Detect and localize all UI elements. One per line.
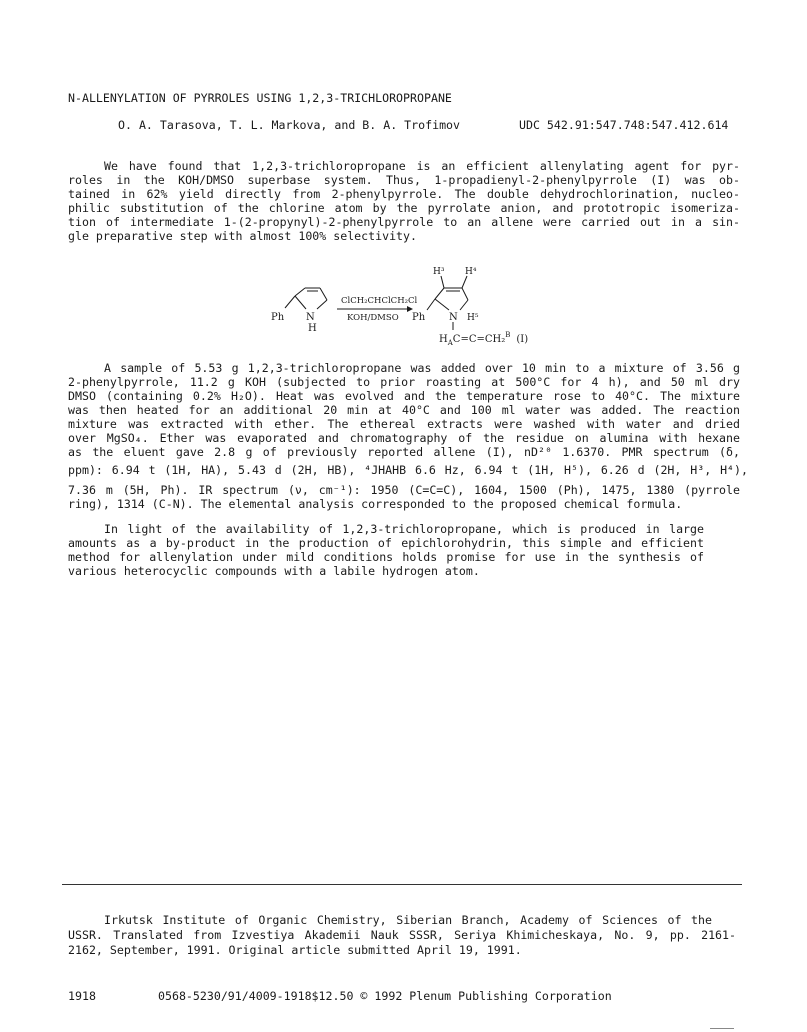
reaction-scheme — [255, 264, 555, 350]
intro-line: roles in the KOH/DMSO superbase system. Thus, 1-propadienyl-2-phenylpyrrole (I) was ob- — [68, 173, 740, 187]
article-title: N-ALLENYLATION OF PYRROLES USING 1,2,3-TRICHLOROPROPANE — [68, 91, 452, 105]
reagent-top: ClCH₂CHClCH₂Cl — [341, 296, 418, 306]
footnote-divider — [62, 884, 742, 885]
right-h5: H⁵ — [467, 313, 479, 323]
conclusion-line: amounts as a by-product in the production of epichlorohydrin, this simple and efficient — [68, 536, 704, 550]
right-h4: H⁴ — [465, 267, 477, 277]
allene-sup-b: B — [505, 331, 511, 339]
authors: O. A. Tarasova, T. L. Markova, and B. A. Trofimov — [118, 118, 461, 132]
left-n: N — [306, 312, 315, 323]
intro-line: gle preparative step with almost 100% selectivity. — [68, 229, 418, 243]
experimental-line: ppm): 6.94 t (1H, HA), 5.43 d (2H, HB), ⁴JHAHB 6.6 Hz, 6.94 t (1H, H⁵), 6.26 d (2H, H³, H⁴), — [68, 463, 748, 477]
conclusion-line: method for allenylation under mild conditions holds promise for use in the synthesis of — [68, 550, 704, 564]
allene-substituent — [439, 331, 528, 347]
experimental-line: as the eluent gave 2.8 g of previously reported allene (I), nD²⁰ 1.6370. PMR spectrum (δ, — [68, 445, 740, 459]
experimental-line: mixture was extracted with ether. The ethereal extracts were washed with water and dried — [68, 417, 740, 431]
experimental-line: 2-phenylpyrrole, 11.2 g KOH (subjected to prior roasting at 500°C for 4 h), and 50 ml dry — [68, 375, 740, 389]
experimental-line: A sample of 5.53 g 1,2,3-trichloropropane was added over 10 min to a mixture of 3.56 g — [104, 361, 740, 375]
udc-code: UDC 542.91:547.748:547.412.614 — [519, 118, 729, 132]
experimental-line: was then heated for an additional 20 min at 40°C and 100 ml water was added. The reaction — [68, 403, 740, 417]
experimental-line: DMSO (containing 0.2% H₂O). Heat was evolved and the temperature rose to 40°C. The mixture — [68, 389, 740, 403]
conclusion-line: In light of the availability of 1,2,3-trichloropropane, which is produced in large — [104, 522, 704, 536]
experimental-line: ring), 1314 (C-N). The elemental analysis corresponded to the proposed chemical formula. — [68, 497, 683, 511]
allene-sub-a: A — [447, 339, 453, 347]
reagent-bottom: KOH/DMSO — [347, 313, 399, 323]
footnote-line: USSR. Translated from Izvestiya Akademii Nauk SSSR, Seriya Khimicheskaya, No. 9, pp. 2161- — [68, 928, 736, 942]
intro-line: tained in 62% yield directly from 2-phenylpyrrole. The double dehydrochlorination, nucleo- — [68, 187, 740, 201]
right-h3: H³ — [433, 267, 445, 277]
conclusion-line: various heterocyclic compounds with a labile hydrogen atom. — [68, 564, 480, 578]
footnote-line: Irkutsk Institute of Organic Chemistry, Siberian Branch, Academy of Sciences of the — [104, 913, 712, 927]
intro-line: philic substitution of the chlorine atom by the pyrrolate anion, and prototropic isomeriza- — [68, 201, 740, 215]
experimental-line: over MgSO₄. Ether was evaporated and chromatography of the residue on alumina with hexane — [68, 431, 740, 445]
scan-mark — [710, 1028, 734, 1029]
compound-label: (I) — [516, 334, 529, 345]
allene-h: H — [439, 334, 448, 345]
right-n: N — [449, 312, 458, 323]
intro-line: We have found that 1,2,3-trichloropropane is an efficient allenylating agent for pyr- — [104, 159, 740, 173]
right-ph: Ph — [412, 312, 426, 323]
left-h: H — [308, 323, 317, 334]
page-number: 1918 — [68, 989, 96, 1003]
allene-chain: C=C=CH₂ — [452, 334, 506, 345]
copyright-line: 0568-5230/91/4009-1918$12.50 © 1992 Plenum Publishing Corporation — [158, 989, 612, 1003]
intro-line: tion of intermediate 1-(2-propynyl)-2-phenylpyrrole to an allene were carried out in a sin- — [68, 215, 740, 229]
experimental-line: 7.36 m (5H, Ph). IR spectrum (ν, cm⁻¹): 1950 (C=C=C), 1604, 1500 (Ph), 1475, 1380 (pyrrole — [68, 483, 740, 497]
footnote-line: 2162, September, 1991. Original article submitted April 19, 1991. — [68, 943, 522, 957]
left-ph: Ph — [271, 312, 285, 323]
